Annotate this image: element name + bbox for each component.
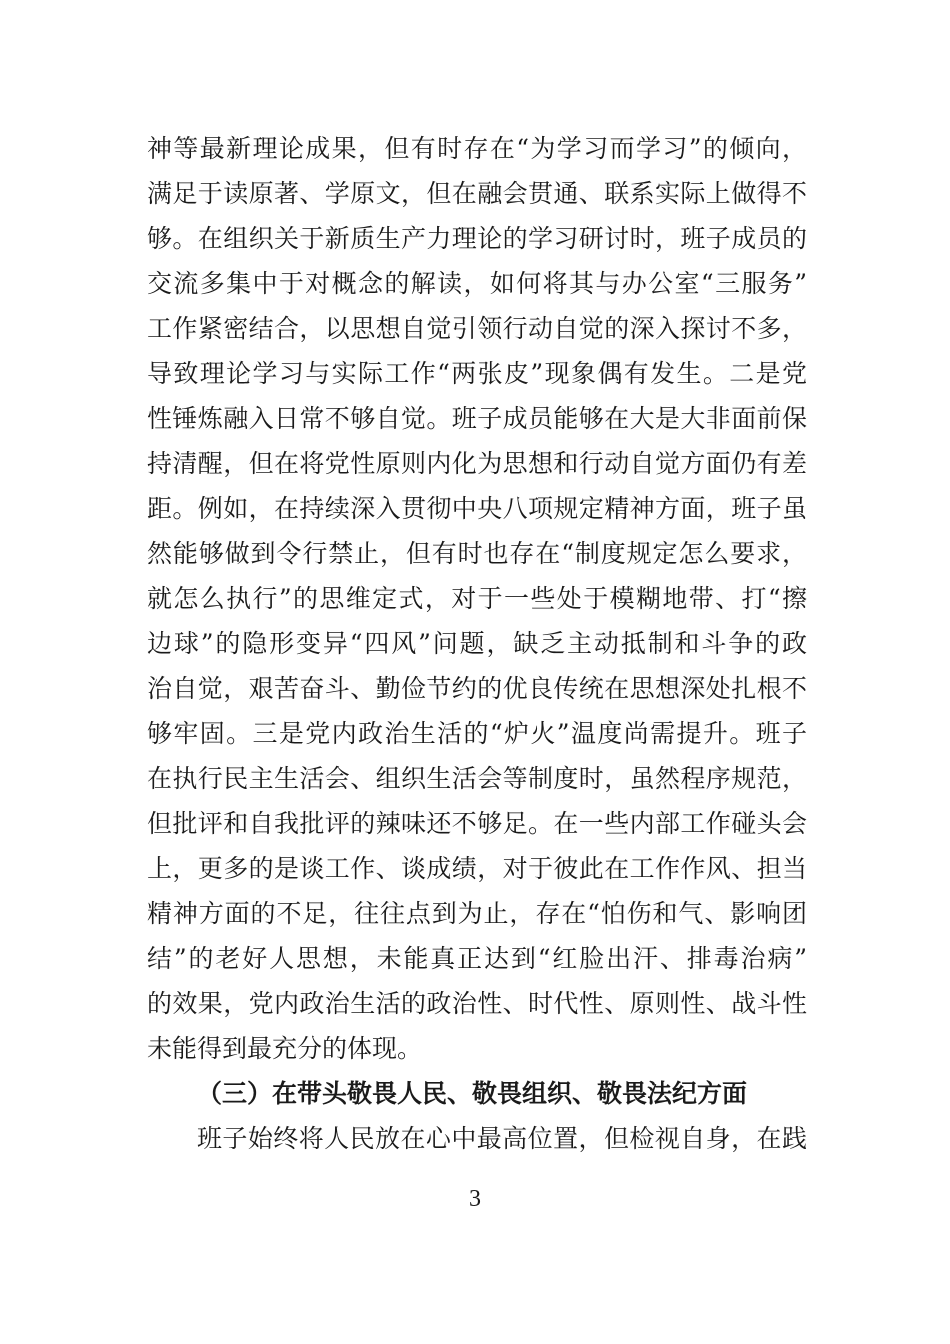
body-text-line: 距。例如，在持续深入贯彻中央八项规定精神方面，班子虽 [147,494,807,523]
body-text-line: 未能得到最充分的体现。 [147,1034,423,1063]
body-text-line: 班子始终将人民放在心中最高位置，但检视自身，在践 [197,1124,807,1153]
body-text-line: 够。在组织关于新质生产力理论的学习研讨时，班子成员的 [147,224,807,253]
body-text-line: 边球”的隐形变异“四风”问题，缺乏主动抵制和斗争的政 [147,629,807,658]
body-text-line: 治自觉，艰苦奋斗、勤俭节约的优良传统在思想深处扎根不 [147,674,807,703]
body-text-line: 在执行民主生活会、组织生活会等制度时，虽然程序规范， [147,764,807,793]
body-text-line: 结”的老好人思想，未能真正达到“红脸出汗、排毒治病” [147,944,807,973]
body-text-line: 就怎么执行”的思维定式，对于一些处于模糊地带、打“擦 [147,584,807,613]
body-text-line: 满足于读原著、学原文，但在融会贯通、联系实际上做得不 [147,179,807,208]
body-text-line: 够牢固。三是党内政治生活的“炉火”温度尚需提升。班子 [147,719,807,748]
body-text-line: 性锤炼融入日常不够自觉。班子成员能够在大是大非面前保 [147,404,807,433]
body-text-line: 持清醒，但在将党性原则内化为思想和行动自觉方面仍有差 [147,449,807,478]
body-text-line: 导致理论学习与实际工作“两张皮”现象偶有发生。二是党 [147,359,807,388]
page-number: 3 [469,1186,481,1212]
body-text-line: 然能够做到令行禁止，但有时也存在“制度规定怎么要求， [147,539,807,568]
body-text-line: 上，更多的是谈工作、谈成绩，对于彼此在工作作风、担当 [147,854,807,883]
body-text-line: 精神方面的不足，往往点到为止，存在“怕伤和气、影响团 [147,899,807,928]
body-text-line: 工作紧密结合，以思想自觉引领行动自觉的深入探讨不多， [147,314,807,343]
section-heading: （三）在带头敬畏人民、敬畏组织、敬畏法纪方面 [197,1079,748,1108]
body-text-line: 但批评和自我批评的辣味还不够足。在一些内部工作碰头会 [147,809,807,838]
body-text-line: 交流多集中于对概念的解读，如何将其与办公室“三服务” [147,269,807,298]
body-text-line: 神等最新理论成果，但有时存在“为学习而学习”的倾向， [147,134,807,163]
body-text-line: 的效果，党内政治生活的政治性、时代性、原则性、战斗性 [147,989,807,1018]
